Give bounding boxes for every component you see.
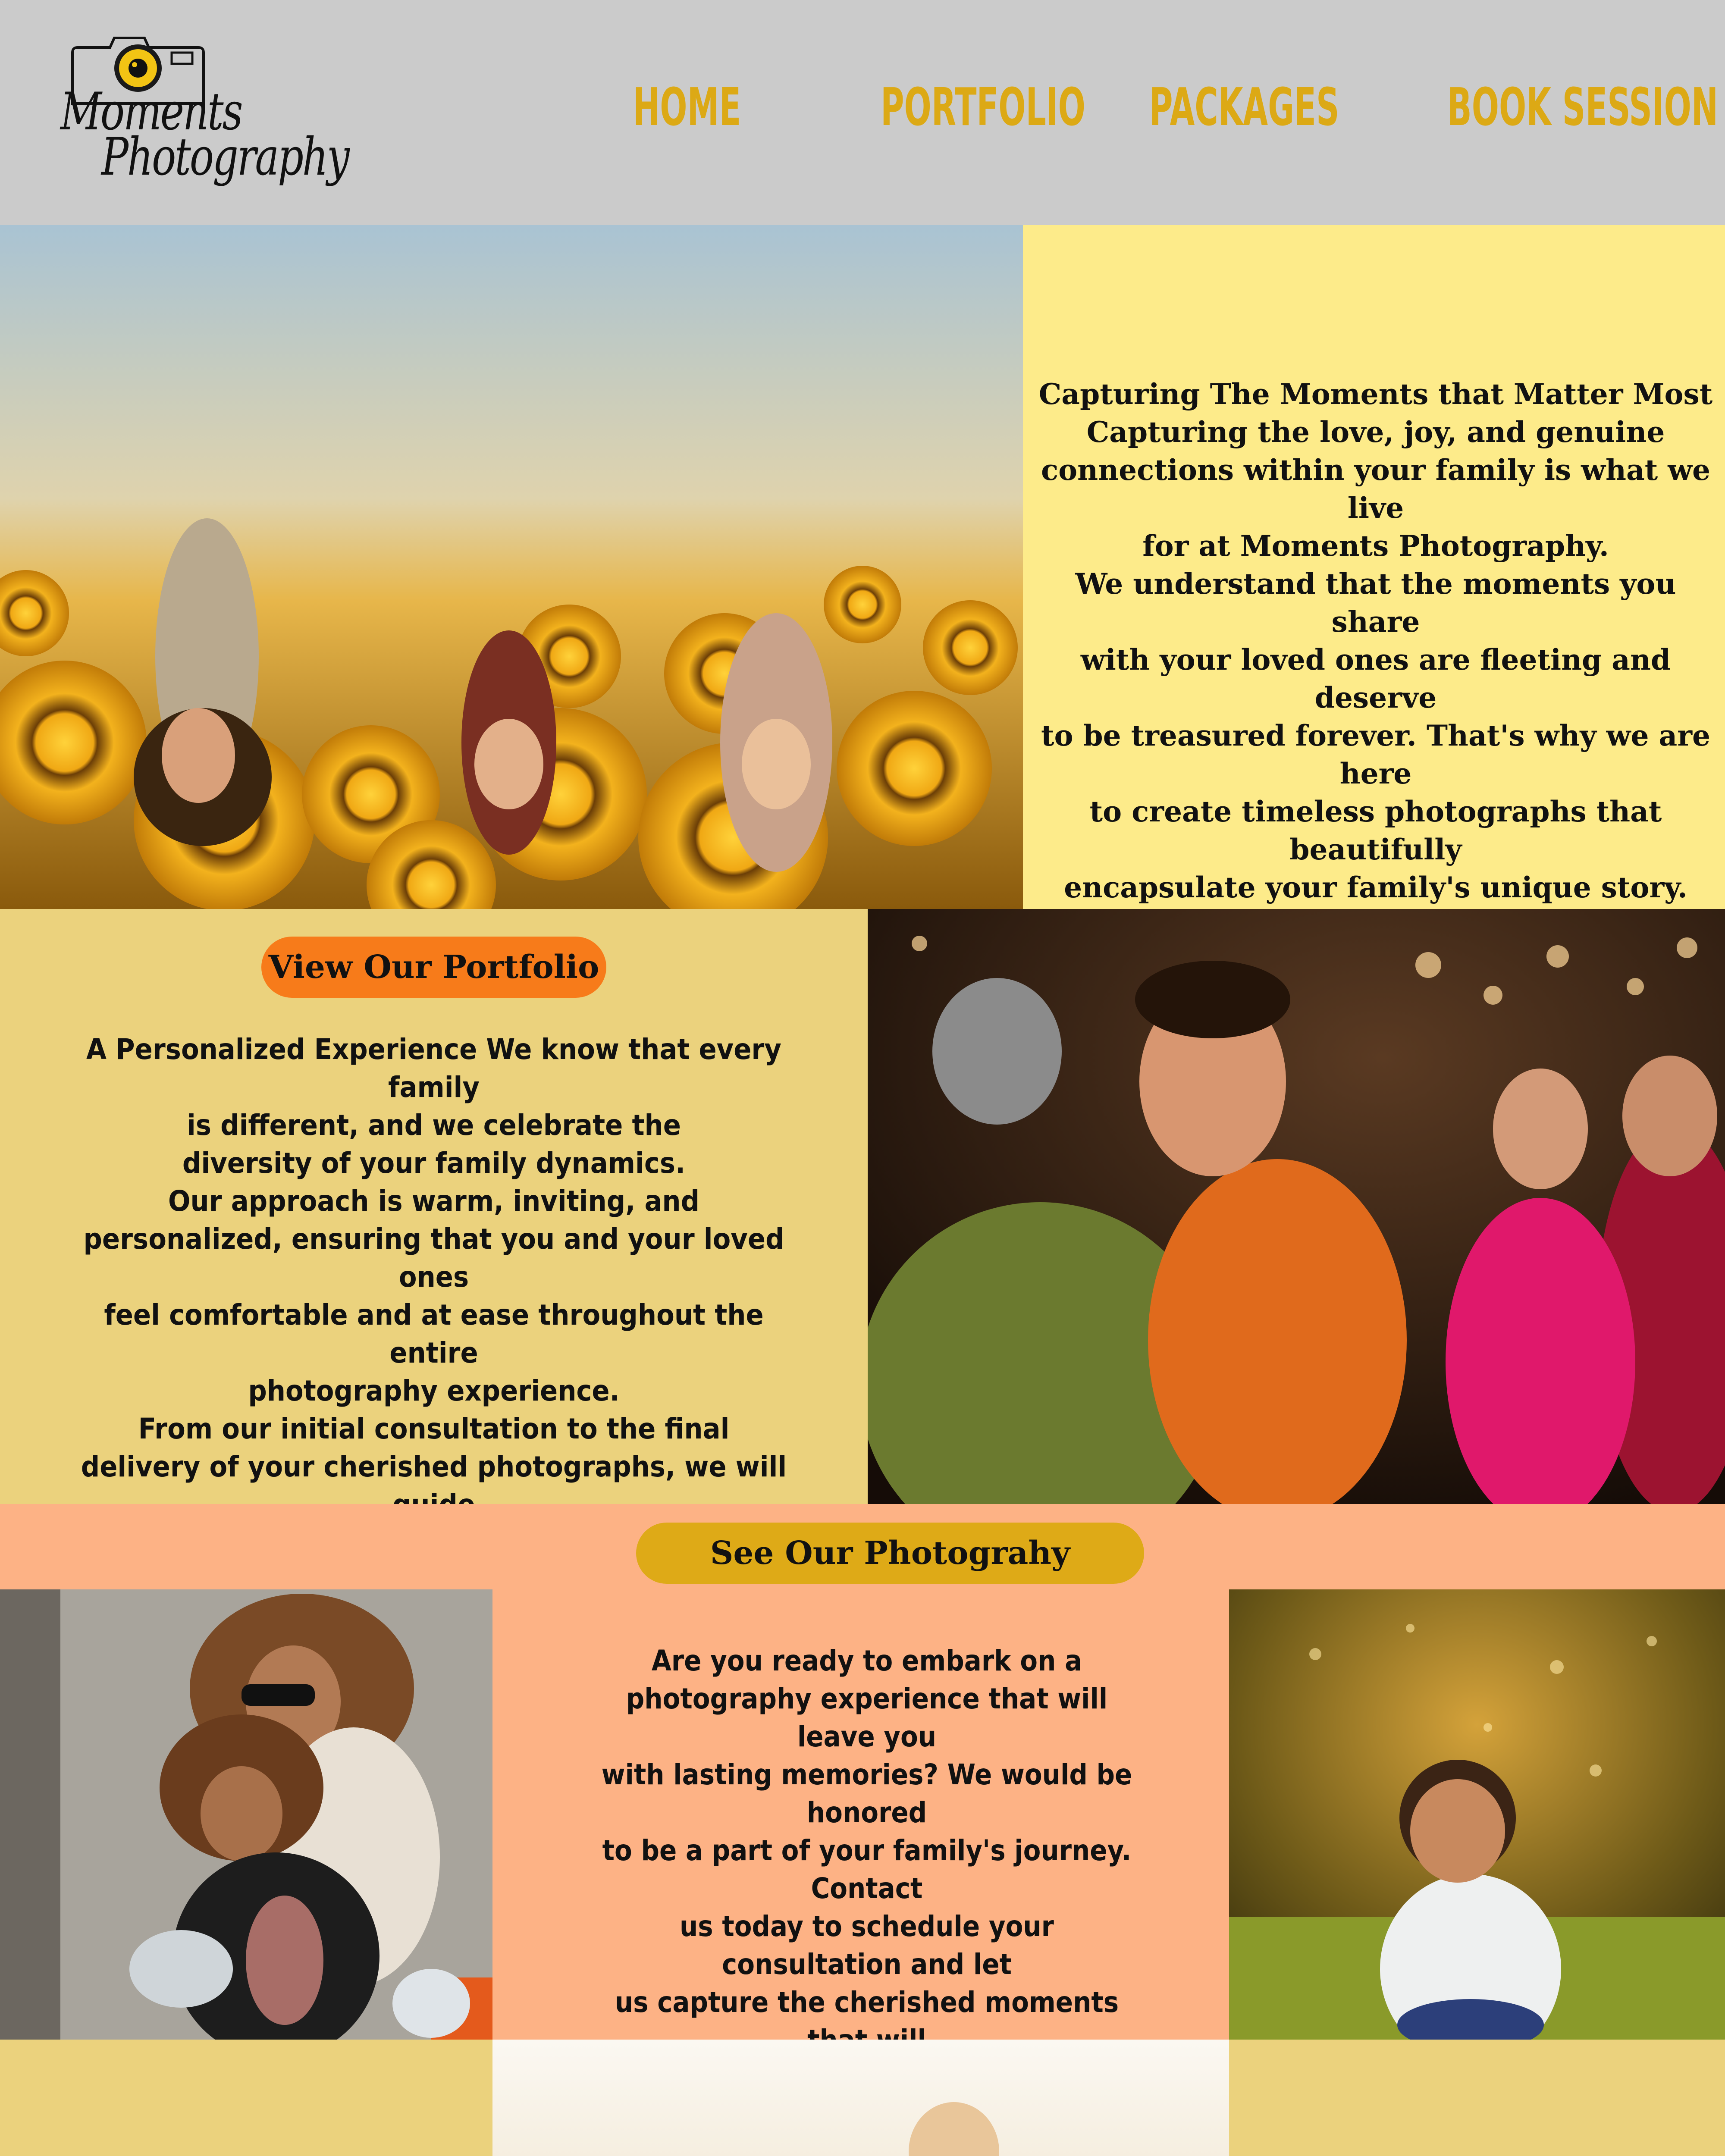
experience-line: is different, and we celebrate the (187, 1109, 681, 1142)
experience-line: A Personalized Experience We know that every family (86, 1033, 781, 1104)
hero-description (1035, 375, 1716, 906)
packages-line: us capture the cherished moments (615, 1986, 1119, 2019)
logo-text-line2: Photography (101, 127, 348, 187)
nav-home[interactable]: HOME (633, 78, 741, 138)
see-packages-button[interactable]: See Our Photograhy (636, 1523, 1144, 1584)
packages-description (556, 1642, 1177, 2097)
packages-line: with lasting memories? We would be honored (601, 1758, 1132, 1829)
experience-line: photography experience. (248, 1374, 620, 1407)
family-celebration-photo (868, 909, 1725, 1504)
hero-line: connections within your family is what we live (1041, 453, 1711, 525)
experience-line: Our approach is warm, inviting, and (168, 1185, 700, 1218)
closing-right-panel (1229, 2040, 1725, 2156)
closing-left-panel (0, 2040, 492, 2156)
nav-book-session[interactable]: BOOK SESSION (1447, 78, 1719, 138)
child-sprinkler-photo (1229, 1589, 1725, 2040)
experience-line: From our initial consultation to the final (138, 1412, 730, 1445)
experience-line: personalized, ensuring that you and your loved ones (83, 1222, 784, 1294)
experience-line: feel comfortable and at ease throughout the entire (104, 1298, 764, 1369)
nav-portfolio[interactable]: PORTFOLIO (881, 78, 1085, 138)
packages-line: photography experience that will leave you (626, 1682, 1108, 1753)
hero-line: for at Moments Photography. (1142, 529, 1609, 563)
hero-line: We understand that the moments you share (1075, 567, 1676, 639)
site-logo[interactable] (56, 30, 348, 207)
hero-line: with your loved ones are fleeting and deserve (1080, 643, 1671, 714)
hero-line: Capturing The Moments that Matter Most (1038, 377, 1713, 411)
logo-text-line1: Moments (60, 82, 242, 142)
view-portfolio-button[interactable]: View Our Portfolio (261, 937, 606, 998)
experience-line: delivery of your cherished photographs, we will (81, 1450, 787, 1483)
hero-line: encapsulate your family's unique story. (1064, 871, 1687, 904)
beach-dog-photo (492, 2040, 1229, 2156)
nav-packages[interactable]: PACKAGES (1149, 78, 1339, 138)
sunflower-field-photo (0, 225, 1023, 909)
packages-line: us today to schedule your consultation and let (680, 1910, 1054, 1981)
hero-line: to create timeless photographs that beautifully (1089, 795, 1662, 866)
packages-line: to be a part of your family's journey. Contact (602, 1834, 1132, 1905)
mother-daughter-photo (0, 1589, 492, 2040)
experience-line: diversity of your family dynamics. (182, 1147, 686, 1180)
hero-line: to be treasured forever. That's why we are here (1041, 719, 1710, 790)
hero-line: Capturing the love, joy, and genuine (1086, 415, 1665, 449)
packages-line: Are you ready to embark on a (651, 1644, 1082, 1677)
